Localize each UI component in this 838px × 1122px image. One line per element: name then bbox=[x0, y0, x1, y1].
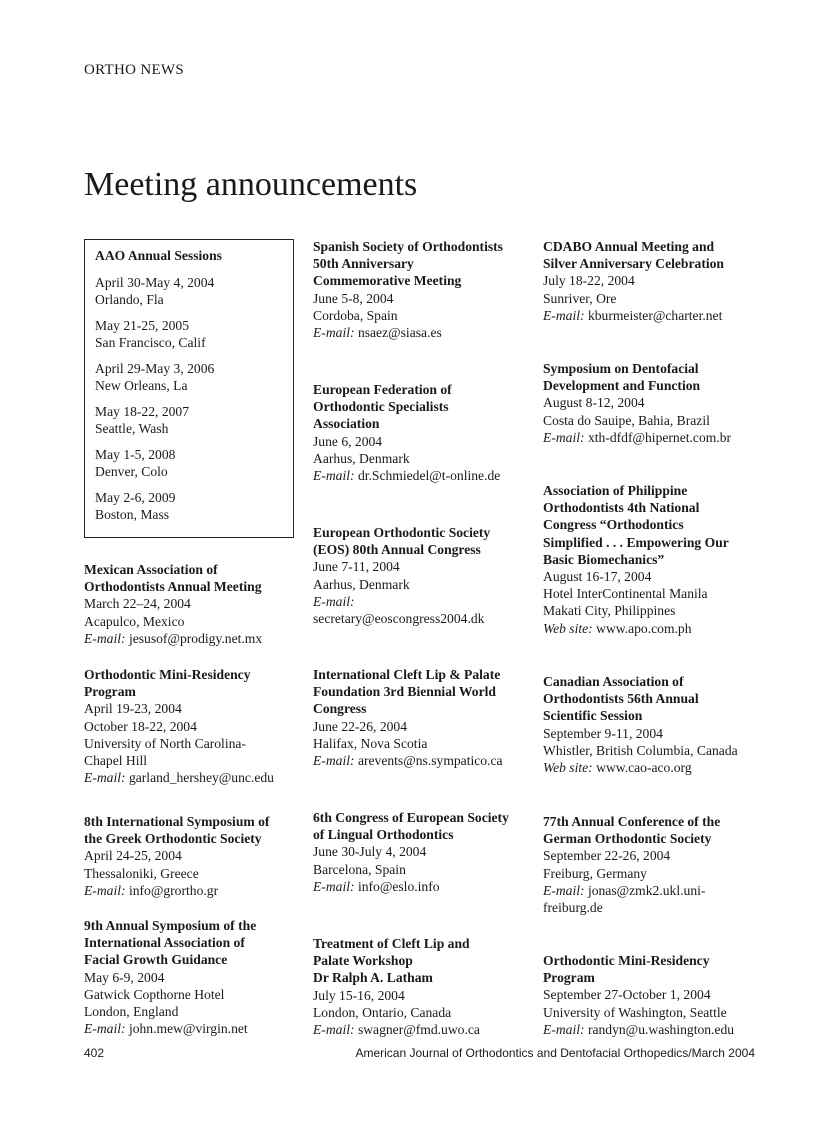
meeting-detail: April 19-23, 2004 bbox=[84, 701, 182, 717]
meeting-entry bbox=[313, 238, 535, 341]
meeting-title: Spanish Society of Orthodontists bbox=[313, 239, 503, 254]
meeting-entry bbox=[313, 935, 535, 1038]
meeting-title: Symposium on Dentofacial bbox=[543, 361, 699, 376]
session-place: Denver, Colo bbox=[95, 464, 168, 480]
meeting-entry bbox=[313, 809, 535, 895]
meeting-contact[interactable] bbox=[543, 759, 768, 776]
contact-label: E-mail: bbox=[543, 1021, 585, 1037]
meeting-detail: Aarhus, Denmark bbox=[313, 450, 410, 466]
meeting-detail: May 6-9, 2004 bbox=[84, 969, 165, 985]
meeting-title: Basic Biomechanics” bbox=[543, 551, 665, 567]
contact-value[interactable]: www.cao-aco.org bbox=[596, 760, 692, 776]
meeting-title: 77th Annual Conference of the bbox=[543, 814, 721, 829]
meeting-title: International Association of bbox=[84, 935, 245, 951]
session-date: April 30-May 4, 2004 bbox=[95, 275, 215, 290]
column-left bbox=[84, 0, 306, 1122]
meeting-title: Commemorative Meeting bbox=[313, 273, 462, 289]
meeting-title: Association of Philippine bbox=[543, 483, 688, 498]
meeting-contact[interactable] bbox=[543, 882, 768, 899]
meeting-entry bbox=[313, 381, 535, 484]
meeting-entry bbox=[543, 238, 768, 324]
contact-value[interactable]: garland_hershey@unc.edu bbox=[128, 770, 274, 786]
meeting-title: 6th Congress of European Society bbox=[313, 810, 509, 825]
meeting-detail: Chapel Hill bbox=[84, 753, 148, 769]
meeting-title: 9th Annual Symposium of the bbox=[84, 918, 257, 933]
meeting-contact[interactable] bbox=[543, 429, 768, 446]
meeting-title: (EOS) 80th Annual Congress bbox=[313, 542, 481, 558]
meeting-title: Program bbox=[543, 970, 595, 986]
meeting-title: Scientific Session bbox=[543, 708, 643, 724]
meeting-entry bbox=[543, 360, 768, 446]
meeting-contact[interactable] bbox=[313, 752, 535, 769]
meeting-title: Orthodontic Mini-Residency bbox=[543, 953, 710, 968]
meeting-detail: September 22-26, 2004 bbox=[543, 848, 671, 864]
meeting-title: Orthodontic Specialists bbox=[313, 399, 449, 415]
meeting-contact[interactable] bbox=[543, 307, 768, 324]
meeting-detail: September 27-October 1, 2004 bbox=[543, 987, 711, 1003]
meeting-detail: Halifax, Nova Scotia bbox=[313, 735, 428, 751]
meeting-title: Palate Workshop bbox=[313, 953, 413, 969]
meeting-title: International Cleft Lip & Palate bbox=[313, 667, 501, 682]
contact-value[interactable]: nsaez@siasa.es bbox=[357, 325, 442, 341]
meeting-title: Canadian Association of bbox=[543, 674, 684, 689]
contact-label: E-mail: bbox=[543, 882, 585, 898]
meeting-detail: Barcelona, Spain bbox=[313, 861, 406, 877]
contact-label: E-mail: bbox=[84, 882, 126, 898]
meeting-title: European Federation of bbox=[313, 382, 452, 397]
session-place: New Orleans, La bbox=[95, 378, 188, 394]
session-date: May 21-25, 2005 bbox=[95, 318, 190, 333]
meeting-detail: July 15-16, 2004 bbox=[313, 987, 405, 1003]
meeting-entry bbox=[543, 482, 768, 637]
meeting-title: CDABO Annual Meeting and bbox=[543, 239, 715, 254]
contact-label: Web site: bbox=[543, 620, 593, 636]
meeting-detail: Hotel InterContinental Manila bbox=[543, 586, 708, 602]
meeting-title: Orthodontists 56th Annual bbox=[543, 691, 699, 707]
meeting-detail: April 24-25, 2004 bbox=[84, 848, 182, 864]
contact-value[interactable]: www.apo.com.ph bbox=[596, 620, 692, 636]
meeting-contact[interactable] bbox=[313, 878, 535, 895]
meeting-title: Foundation 3rd Biennial World bbox=[313, 684, 496, 700]
meeting-detail: Acapulco, Mexico bbox=[84, 613, 185, 629]
contact-label: E-mail: bbox=[84, 1021, 126, 1037]
meeting-title: Mexican Association of bbox=[84, 562, 218, 577]
meeting-detail: August 8-12, 2004 bbox=[543, 395, 645, 411]
contact-value[interactable]: info@grortho.gr bbox=[128, 882, 219, 898]
contact-label: E-mail: bbox=[313, 468, 355, 484]
contact-value[interactable]: swagner@fmd.uwo.ca bbox=[357, 1022, 480, 1038]
meeting-detail: University of Washington, Seattle bbox=[543, 1004, 727, 1020]
contact-label: E-mail: bbox=[84, 630, 126, 646]
meeting-title: of Lingual Orthodontics bbox=[313, 827, 454, 843]
meeting-contact[interactable] bbox=[543, 620, 768, 637]
meeting-detail: Makati City, Philippines bbox=[543, 603, 676, 619]
contact-label: E-mail: bbox=[313, 1022, 355, 1038]
session-place: Orlando, Fla bbox=[95, 292, 164, 308]
meeting-contact[interactable] bbox=[313, 324, 535, 341]
session-date: May 18-22, 2007 bbox=[95, 404, 190, 419]
meeting-title: European Orthodontic Society bbox=[313, 525, 491, 540]
meeting-title: Development and Function bbox=[543, 378, 701, 394]
meeting-entry bbox=[543, 673, 768, 776]
contact-value[interactable]: secretary@eoscongress2004.dk bbox=[313, 611, 485, 627]
meeting-title: Orthodontic Mini-Residency bbox=[84, 667, 251, 682]
contact-value[interactable]: info@eslo.info bbox=[357, 878, 440, 894]
contact-value[interactable]: arevents@ns.sympatico.ca bbox=[357, 753, 503, 769]
meeting-detail: Whistler, British Columbia, Canada bbox=[543, 742, 738, 758]
meeting-detail: August 16-17, 2004 bbox=[543, 569, 652, 585]
meeting-contact[interactable] bbox=[84, 1020, 306, 1037]
meeting-entry bbox=[543, 952, 768, 1038]
session-date: May 2-6, 2009 bbox=[95, 490, 176, 505]
column-middle bbox=[313, 0, 535, 1122]
contact-label: E-mail: bbox=[313, 325, 355, 341]
meeting-detail: June 5-8, 2004 bbox=[313, 290, 394, 306]
meeting-detail: Cordoba, Spain bbox=[313, 307, 398, 323]
session-place: Boston, Mass bbox=[95, 507, 170, 523]
contact-label: E-mail: bbox=[313, 753, 355, 769]
column-right bbox=[543, 0, 768, 1122]
meeting-detail: June 22-26, 2004 bbox=[313, 718, 408, 734]
journal-footer: American Journal of Orthodontics and Dentofacial Orthopedics/March 2004 bbox=[355, 1046, 755, 1060]
meeting-detail: London, Ontario, Canada bbox=[313, 1004, 452, 1020]
meeting-title: Treatment of Cleft Lip and bbox=[313, 936, 470, 951]
meeting-entry bbox=[84, 666, 306, 786]
meeting-detail: June 7-11, 2004 bbox=[313, 559, 400, 575]
meeting-entry bbox=[313, 524, 535, 627]
meeting-detail: University of North Carolina- bbox=[84, 735, 246, 751]
meeting-title: Association bbox=[313, 416, 380, 432]
contact-value-continued[interactable]: freiburg.de bbox=[543, 900, 603, 916]
meeting-detail: Thessaloniki, Greece bbox=[84, 865, 199, 881]
meeting-title: Orthodontists Annual Meeting bbox=[84, 579, 262, 595]
meeting-contact[interactable] bbox=[313, 593, 535, 610]
page-title: Meeting announcements bbox=[84, 166, 418, 203]
meeting-entry bbox=[84, 917, 306, 1037]
contact-value[interactable]: john.mew@virgin.net bbox=[128, 1021, 248, 1037]
contact-value[interactable]: kburmeister@charter.net bbox=[587, 307, 723, 323]
meeting-contact[interactable] bbox=[84, 769, 306, 786]
meeting-title: 8th International Symposium of bbox=[84, 814, 270, 829]
meeting-contact[interactable] bbox=[313, 467, 535, 484]
meeting-title: Orthodontists 4th National bbox=[543, 500, 700, 516]
meeting-detail: Aarhus, Denmark bbox=[313, 576, 410, 592]
session-date: May 1-5, 2008 bbox=[95, 447, 176, 462]
contact-value[interactable]: randyn@u.washington.edu bbox=[587, 1021, 735, 1037]
meeting-detail: September 9-11, 2004 bbox=[543, 725, 663, 741]
contact-value[interactable]: jesusof@prodigy.net.mx bbox=[128, 630, 263, 646]
contact-label: E-mail: bbox=[543, 307, 585, 323]
contact-value[interactable]: jonas@zmk2.ukl.uni- bbox=[587, 882, 706, 898]
contact-value[interactable]: dr.Schmiedel@t-online.de bbox=[357, 468, 501, 484]
meeting-title: Simplified . . . Empowering Our bbox=[543, 534, 729, 550]
meeting-entry bbox=[84, 561, 306, 647]
meeting-entry bbox=[313, 666, 535, 769]
meeting-detail: June 30-July 4, 2004 bbox=[313, 844, 427, 860]
meeting-title: Congress “Orthodontics bbox=[543, 517, 684, 533]
contact-label: E-mail: bbox=[313, 878, 355, 894]
meeting-title: Facial Growth Guidance bbox=[84, 952, 228, 968]
meeting-entry bbox=[84, 813, 306, 899]
session-date: April 29-May 3, 2006 bbox=[95, 361, 215, 376]
meeting-detail: October 18-22, 2004 bbox=[84, 718, 197, 734]
section-label: ORTHO NEWS bbox=[84, 62, 185, 78]
page-number: 402 bbox=[84, 1046, 105, 1060]
session-place: San Francisco, Calif bbox=[95, 335, 206, 351]
meeting-detail: Sunriver, Ore bbox=[543, 290, 617, 306]
meeting-detail: July 18-22, 2004 bbox=[543, 273, 635, 289]
meeting-title: Congress bbox=[313, 701, 367, 717]
contact-label: Web site: bbox=[543, 760, 593, 776]
meeting-detail: March 22–24, 2004 bbox=[84, 596, 191, 612]
meeting-title: Program bbox=[84, 684, 136, 700]
meeting-detail: June 6, 2004 bbox=[313, 433, 383, 449]
contact-label: E-mail: bbox=[543, 429, 585, 445]
meeting-contact[interactable] bbox=[84, 630, 306, 647]
meeting-title: the Greek Orthodontic Society bbox=[84, 831, 262, 847]
meeting-detail: Costa do Sauipe, Bahia, Brazil bbox=[543, 412, 710, 428]
session-place: Seattle, Wash bbox=[95, 421, 169, 437]
meeting-detail: Freiburg, Germany bbox=[543, 865, 647, 881]
meeting-title: Dr Ralph A. Latham bbox=[313, 970, 433, 986]
meeting-detail: Gatwick Copthorne Hotel bbox=[84, 986, 225, 1002]
meeting-contact[interactable] bbox=[543, 1021, 768, 1038]
meeting-title: German Orthodontic Society bbox=[543, 831, 712, 847]
contact-label: E-mail: bbox=[313, 593, 355, 609]
meeting-contact[interactable] bbox=[313, 1021, 535, 1038]
contact-value[interactable]: xth-dfdf@hipernet.com.br bbox=[587, 429, 732, 445]
meeting-contact[interactable] bbox=[84, 882, 306, 899]
contact-label: E-mail: bbox=[84, 770, 126, 786]
aao-title: AAO Annual Sessions bbox=[95, 248, 222, 263]
meeting-title: 50th Anniversary bbox=[313, 256, 414, 272]
meeting-detail: London, England bbox=[84, 1004, 179, 1020]
meeting-entry bbox=[543, 813, 768, 916]
meeting-title: Silver Anniversary Celebration bbox=[543, 256, 724, 272]
